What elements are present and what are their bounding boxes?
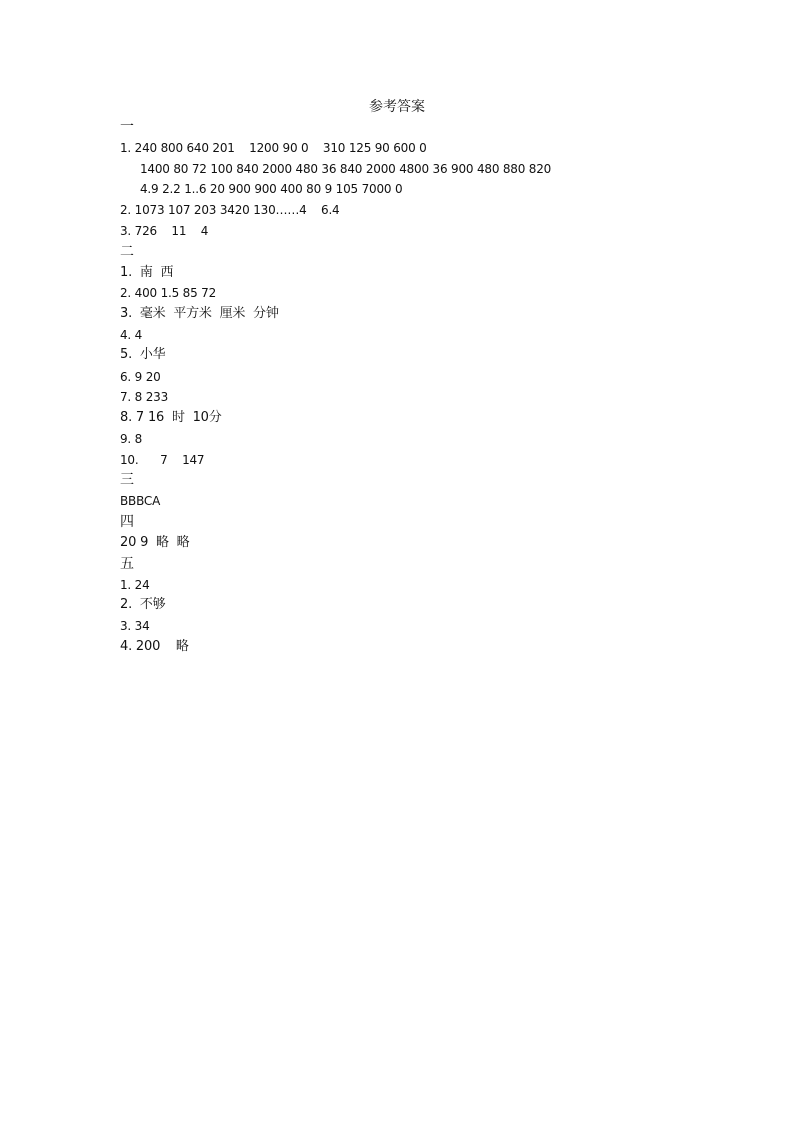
answer-line: 10. 7 147 [120,453,205,467]
answer-line: 3. 726 11 4 [120,224,209,238]
answer-line: 1400 80 72 100 840 2000 480 36 840 2000 4800 36 900 480 880 820 [140,162,552,176]
answer-line: 2. 1073 107 203 3420 130……4 6.4 [120,203,340,217]
section-heading-2: 二 [120,244,134,260]
answer-line: 5. 小华 [120,347,166,362]
page-title: 参考答案 [369,99,425,115]
answer-line: 4. 200 略 [120,639,189,654]
answer-line: 6. 9 20 [120,370,161,384]
answer-line: 4. 4 [120,328,143,342]
answer-line: 2. 400 1.5 85 72 [120,286,217,300]
answer-line: 3. 毫米 平方米 厘米 分钟 [120,306,279,321]
section-heading-4: 四 [120,514,134,530]
answer-line: 1. 南 西 [120,265,174,280]
answer-line: 4.9 2.2 1..6 20 900 900 400 80 9 105 7000 0 [140,182,403,196]
answer-line: 7. 8 233 [120,390,169,404]
answer-line: 1. 240 800 640 201 1200 90 0 310 125 90 600 0 [120,141,427,155]
section-heading-1: 一 [120,119,134,135]
answer-line: 1. 24 [120,578,150,592]
section-heading-3: 三 [120,472,134,488]
answer-line: BBBCA [120,494,161,508]
section-heading-5: 五 [120,556,134,572]
answer-line: 20 9 略 略 [120,535,190,550]
answer-line: 8. 7 16 时 10分 [120,410,222,425]
answer-line: 2. 不够 [120,597,166,612]
answer-line: 3. 34 [120,619,150,633]
answer-line: 9. 8 [120,432,143,446]
